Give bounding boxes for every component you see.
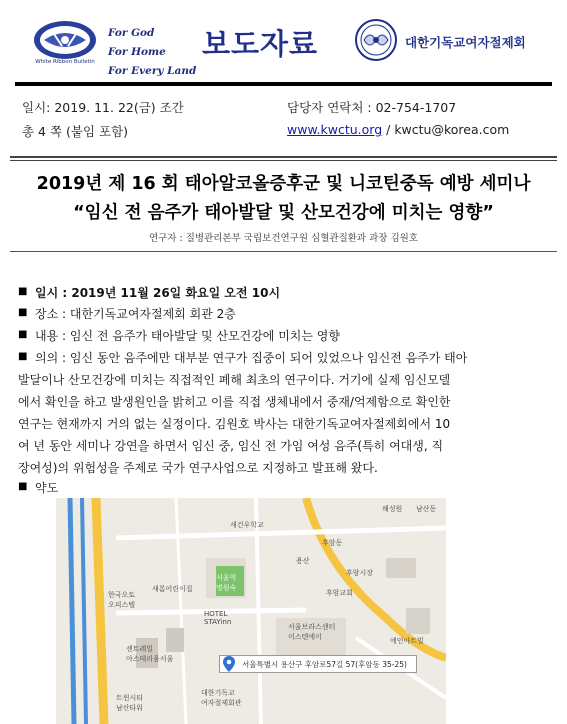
- slogan-line-1: For God: [108, 27, 155, 39]
- bullet-icon: ■: [18, 307, 28, 318]
- bullet-icon: ■: [18, 351, 28, 362]
- title-divider-bottom: [10, 251, 557, 252]
- bullet-icon: ■: [18, 329, 28, 340]
- map-label-park: 서울역 명원숙: [216, 574, 237, 592]
- press-release-title: 보도자료: [202, 27, 319, 61]
- org-name: 대한기독교여자절제회: [405, 35, 526, 50]
- map-label-huam: 후암동: [322, 539, 343, 547]
- researcher-line: 연구자 : 질병관리본부 국립보건연구원 심혈관질환과 과장 김원호: [148, 233, 419, 244]
- bullet-icon: ■: [18, 481, 28, 492]
- map-label-artvill: 에인아트빌: [390, 637, 424, 645]
- location-pin-icon[interactable]: [223, 656, 235, 672]
- map-label-saerom: 새롬어린이집: [152, 585, 193, 593]
- seminar-title: 2019년 제 16 회 태아알코올증후군 및 니코틴중독 예방 세미나: [36, 174, 531, 194]
- event-place: 장소 : 대한기독교여자절제회 회관 2층: [35, 307, 236, 321]
- release-date: 일시: 2019. 11. 22(금) 조간: [22, 100, 184, 115]
- map-label-church: 후암교회: [326, 589, 354, 597]
- meaning-line-3: 에서 확인을 하고 발생원인을 밝히고 이를 직접 생체내에서 중재/억제함으로 확인한: [18, 395, 451, 409]
- map-label-nursery: 해성원: [382, 505, 403, 513]
- meaning-line-2: 발달이나 산모건강에 미치는 직접적인 폐해 최초의 연구이다. 거기에 실제 임신모델: [18, 373, 451, 387]
- meaning-line-1: 의의 : 임신 동안 음주에만 대부분 연구가 집중이 되어 있었으나 임신전 음주가 태아: [35, 351, 468, 365]
- location-map[interactable]: [56, 498, 446, 724]
- bullet-icon: ■: [18, 286, 28, 297]
- slogan-line-3: For Every Land: [108, 65, 197, 77]
- slogan: [108, 24, 196, 81]
- map-label-school: 새건우학교: [230, 521, 264, 529]
- contact-phone: 담당자 연락처 : 02-754-1707: [287, 100, 457, 115]
- map-label-office: 한국오토 오피스텔: [108, 591, 136, 609]
- map-label-tribell: 트윈시티 남산타워: [116, 694, 144, 712]
- org-seal-logo: [354, 18, 398, 62]
- meaning-line-5: 여 년 동안 세미나 강연을 하면서 임신 중, 임신 전 가임 여성 음주(특히 여대생, 직: [18, 439, 444, 453]
- map-label-market: 후암시장: [346, 569, 374, 577]
- meaning-line-6: 장여성)의 위험성을 주제로 국가 연구사업으로 지정하고 발표해 왔다.: [18, 461, 378, 475]
- map-address-label: 서울특별시 용산구 후암로57길 57(후암동 35-25): [219, 655, 417, 673]
- email-address[interactable]: kwctu@korea.com: [394, 122, 510, 137]
- event-content: 내용 : 임신 전 음주가 태아발달 및 산모건강에 미치는 영향: [35, 329, 340, 343]
- map-label-hotel: HOTEL STAYinn: [204, 610, 232, 626]
- map-heading: 약도: [35, 481, 59, 495]
- title-divider-top-thin: [10, 160, 557, 161]
- map-label-centreville: 센트레빌 아스테리움서울: [126, 645, 174, 663]
- page-count: 총 4 쪽 (붙임 포함): [22, 124, 129, 139]
- map-label-namsan: 남산동: [416, 505, 437, 513]
- header-divider: [15, 82, 552, 86]
- map-label-center: 서울브라스센터 이스텐에이: [288, 623, 336, 641]
- map-label-yongsan: 용산: [296, 557, 310, 565]
- link-separator: /: [382, 122, 395, 137]
- website-link[interactable]: www.kwctu.org: [287, 122, 383, 137]
- contact-links: [287, 122, 509, 137]
- slogan-line-2: For Home: [108, 46, 166, 58]
- event-date: 일시 : 2019년 11월 26일 화요일 오전 10시: [35, 286, 281, 300]
- seminar-subtitle: “임신 전 음주가 태아발달 및 산모건강에 미치는 영향”: [73, 203, 494, 223]
- logo-caption: White Ribbon Bulletin: [35, 59, 95, 65]
- title-divider-top: [10, 156, 557, 158]
- meaning-line-4: 연구는 현재까지 거의 없는 실정이다. 김원호 박사는 대한기독교여자절제회에서 10: [18, 417, 451, 431]
- map-label-kwctu: 대한기독교 여자절제회관: [201, 689, 242, 707]
- white-ribbon-logo: [32, 18, 98, 68]
